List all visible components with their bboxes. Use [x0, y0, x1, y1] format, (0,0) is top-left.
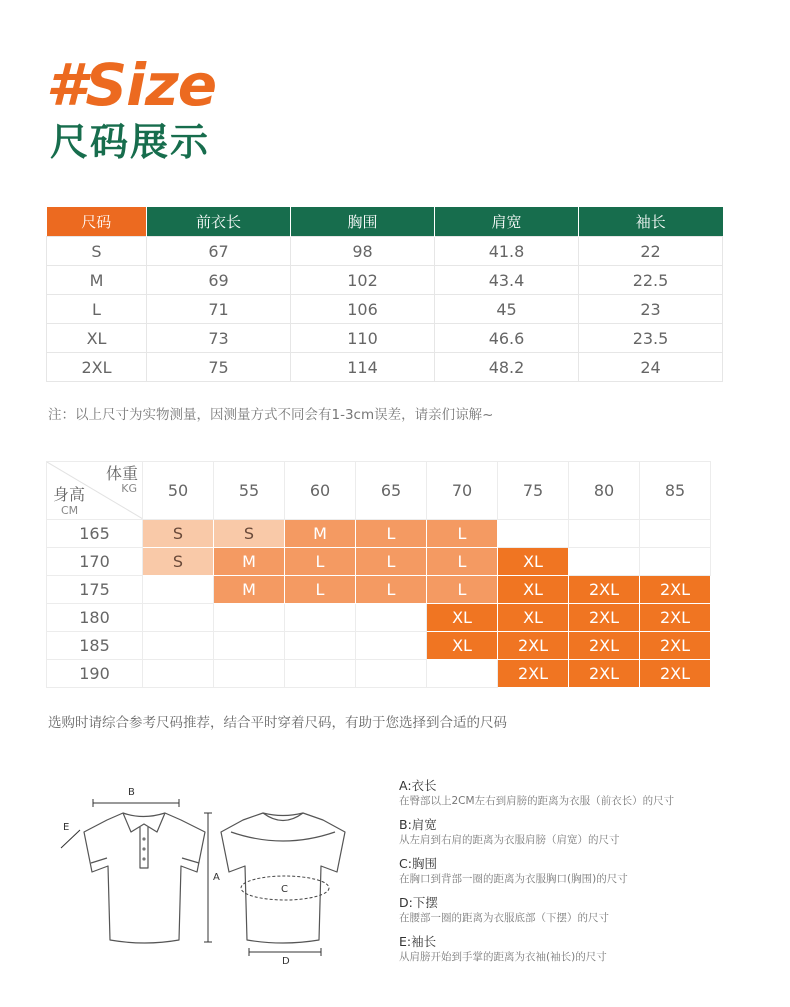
size-cell: L	[427, 576, 498, 604]
title-size-cn: 尺码展示	[50, 120, 211, 164]
size-cell: L	[356, 576, 427, 604]
label-b: B	[128, 787, 135, 798]
size-cell	[214, 632, 285, 660]
size-recommendation-grid	[46, 461, 710, 685]
weight-header-row	[47, 462, 711, 520]
height-cell: 170	[47, 548, 143, 576]
weight-header-cell: 70	[427, 462, 498, 520]
size-cell: 2XL	[569, 660, 640, 688]
cell: L	[47, 295, 147, 324]
size-table-header	[47, 207, 723, 237]
cell: XL	[47, 324, 147, 353]
size-cell	[214, 660, 285, 688]
size-cell: XL	[498, 548, 569, 576]
label-d: D	[282, 956, 290, 967]
size-cell: L	[427, 520, 498, 548]
table-row	[47, 295, 723, 324]
cell: 69	[147, 266, 291, 295]
measurement-diagram	[55, 780, 375, 980]
back-shirt-outline	[221, 813, 345, 943]
height-label: 身高	[53, 485, 86, 504]
cell: 73	[147, 324, 291, 353]
size-cell: S	[143, 520, 214, 548]
legend-item	[399, 856, 769, 886]
weight-header-cell: 50	[143, 462, 214, 520]
size-cell: S	[214, 520, 285, 548]
legend-item	[399, 895, 769, 925]
legend-title: C:胸围	[399, 856, 437, 871]
height-cell: 180	[47, 604, 143, 632]
cell: 75	[147, 353, 291, 382]
height-row	[47, 604, 711, 632]
size-cell	[143, 604, 214, 632]
front-collar	[123, 813, 165, 832]
cell: S	[47, 237, 147, 266]
cell: 114	[291, 353, 435, 382]
height-row	[47, 548, 711, 576]
height-row	[47, 632, 711, 660]
cell: 24	[579, 353, 723, 382]
cell: 45	[435, 295, 579, 324]
label-e: E	[63, 822, 70, 833]
table-row	[47, 324, 723, 353]
size-cell: XL	[427, 632, 498, 660]
button-dot	[142, 847, 145, 850]
legend-title: E:袖长	[399, 934, 437, 949]
size-cell	[143, 632, 214, 660]
table-row	[47, 237, 723, 266]
size-cell	[285, 660, 356, 688]
size-cell	[214, 604, 285, 632]
height-cell: 165	[47, 520, 143, 548]
size-cell: 2XL	[569, 576, 640, 604]
height-cell: 175	[47, 576, 143, 604]
cell: 22	[579, 237, 723, 266]
size-cell: M	[214, 548, 285, 576]
size-cell	[569, 548, 640, 576]
header-chest: 胸围	[291, 207, 435, 237]
size-cell: 2XL	[640, 576, 711, 604]
weight-unit: KG	[121, 482, 137, 495]
legend-title: D:下摆	[399, 895, 438, 910]
weight-header-cell: 80	[569, 462, 640, 520]
header-sleeve: 袖长	[579, 207, 723, 237]
size-cell: S	[143, 548, 214, 576]
legend-item	[399, 778, 769, 808]
size-cell: XL	[427, 604, 498, 632]
size-cell: 2XL	[640, 660, 711, 688]
header-size: 尺码	[47, 207, 147, 237]
measurement-note: 注：以上尺寸为实物测量，因测量方式不同会有1-3cm误差，请亲们谅解~	[48, 407, 494, 423]
height-row	[47, 520, 711, 548]
height-unit: CM	[61, 504, 79, 517]
front-shirt-outline	[84, 813, 205, 943]
cell: 106	[291, 295, 435, 324]
size-cell	[285, 604, 356, 632]
weight-header-cell: 85	[640, 462, 711, 520]
size-cell	[356, 660, 427, 688]
legend-title: B:肩宽	[399, 817, 437, 832]
weight-header-cell: 75	[498, 462, 569, 520]
size-cell: XL	[498, 604, 569, 632]
header-front-length: 前衣长	[147, 207, 291, 237]
cell: 67	[147, 237, 291, 266]
button-dot	[142, 857, 145, 860]
cell: 102	[291, 266, 435, 295]
right-sleeve-hem	[182, 858, 199, 863]
cell: 2XL	[47, 353, 147, 382]
size-cell	[427, 660, 498, 688]
size-cell	[569, 520, 640, 548]
label-c: C	[281, 884, 288, 895]
legend-desc: 从肩膀开始到手掌的距离为衣袖(袖长)的尺寸	[399, 951, 607, 963]
height-row	[47, 576, 711, 604]
size-table	[46, 207, 723, 382]
size-cell: L	[427, 548, 498, 576]
legend-title: A:衣长	[399, 778, 437, 793]
size-cell: 2XL	[640, 604, 711, 632]
size-cell: L	[285, 548, 356, 576]
cell: 110	[291, 324, 435, 353]
height-cell: 185	[47, 632, 143, 660]
button-dot	[142, 837, 145, 840]
cell: 23	[579, 295, 723, 324]
table-row	[47, 353, 723, 382]
legend-desc: 从左肩到右肩的距离为衣服肩膀（肩宽）的尺寸	[399, 834, 620, 846]
size-cell	[640, 548, 711, 576]
measurement-legend	[399, 778, 769, 973]
size-cell: 2XL	[569, 604, 640, 632]
size-cell	[143, 576, 214, 604]
left-sleeve-hem	[91, 858, 107, 863]
cell: 71	[147, 295, 291, 324]
cell: 98	[291, 237, 435, 266]
back-yoke	[231, 832, 335, 841]
cell: 22.5	[579, 266, 723, 295]
legend-item	[399, 934, 769, 964]
size-cell	[356, 632, 427, 660]
weight-header-cell: 55	[214, 462, 285, 520]
legend-desc: 在臀部以上2CM左右到肩膀的距离为衣服（前衣长）的尺寸	[399, 795, 675, 807]
size-cell: L	[356, 520, 427, 548]
size-cell: XL	[498, 576, 569, 604]
cell: 48.2	[435, 353, 579, 382]
size-cell	[640, 520, 711, 548]
weight-label: 体重	[105, 464, 138, 483]
size-cell	[143, 660, 214, 688]
size-cell: 2XL	[569, 632, 640, 660]
table-row	[47, 266, 723, 295]
label-a: A	[213, 872, 220, 883]
corner-cell	[47, 462, 143, 520]
weight-header-cell: 65	[356, 462, 427, 520]
selection-tip: 选购时请综合参考尺码推荐，结合平时穿着尺码，有助于您选择到合适的尺码	[48, 715, 507, 731]
legend-desc: 在胸口到背部一圈的距离为衣服胸口(胸围)的尺寸	[399, 873, 628, 885]
weight-header-cell: 60	[285, 462, 356, 520]
size-cell	[498, 520, 569, 548]
cell: 41.8	[435, 237, 579, 266]
size-cell: L	[356, 548, 427, 576]
size-cell: M	[285, 520, 356, 548]
legend-item	[399, 817, 769, 847]
header-shoulder: 肩宽	[435, 207, 579, 237]
size-cell	[285, 632, 356, 660]
size-cell: 2XL	[498, 632, 569, 660]
size-cell	[356, 604, 427, 632]
legend-desc: 在腰部一圈的距离为衣服底部（下摆）的尺寸	[399, 912, 609, 924]
height-row	[47, 660, 711, 688]
height-cell: 190	[47, 660, 143, 688]
size-cell: 2XL	[640, 632, 711, 660]
cell: M	[47, 266, 147, 295]
title-size: #Size	[46, 51, 217, 119]
cell: 23.5	[579, 324, 723, 353]
size-cell: L	[285, 576, 356, 604]
cell: 43.4	[435, 266, 579, 295]
size-cell: M	[214, 576, 285, 604]
cell: 46.6	[435, 324, 579, 353]
size-cell: 2XL	[498, 660, 569, 688]
